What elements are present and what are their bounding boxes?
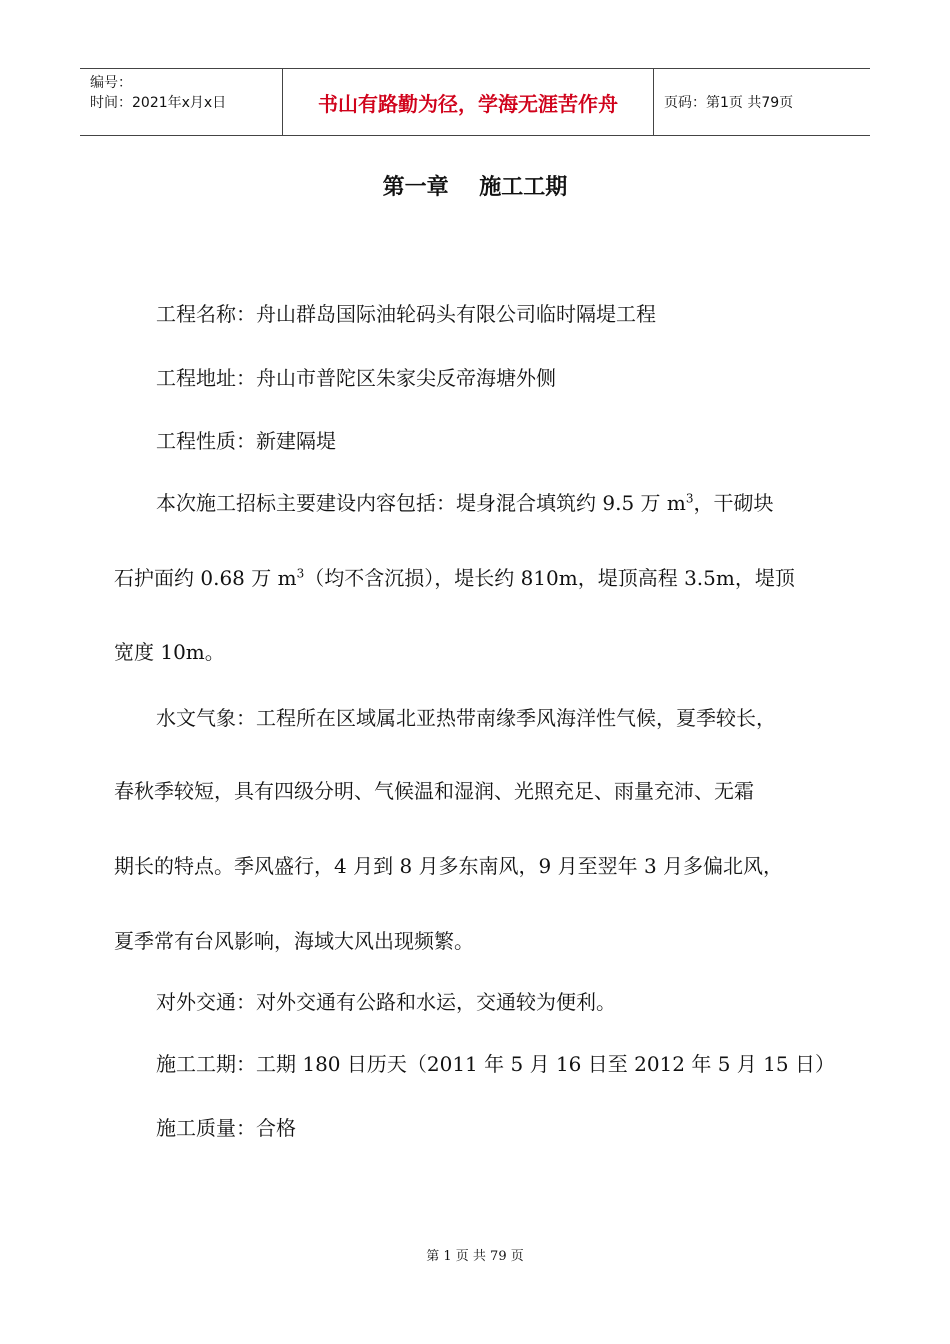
- scope-text-1: 本次施工招标主要建设内容包括：堤身混合填筑约 9.5 万 m: [156, 491, 686, 515]
- scope-line-2: [114, 562, 860, 591]
- document-number-label: 编号：: [90, 75, 132, 91]
- page-header: [80, 68, 870, 136]
- scope-line-1: [114, 487, 902, 516]
- header-motto: 书山有路勤为径，学海无涯苦作舟: [282, 69, 654, 135]
- superscript-3: 3: [685, 491, 694, 506]
- header-page-info: 页码：第1页 共79页: [664, 95, 794, 111]
- construction-period: 施工工期：工期 180 日历天（2011 年 5 月 16 日至 2012 年 5 月 15 日）: [156, 1052, 835, 1076]
- climate-line-3: 期长的特点。季风盛行，4 月到 8 月多东南风，9 月至翌年 3 月多偏北风，: [114, 854, 784, 878]
- header-meta: [80, 69, 282, 135]
- superscript-3: 3: [296, 566, 305, 581]
- scope-text-1b: ，干砌块: [693, 491, 774, 515]
- page-footer: 第 1 页 共 79 页: [426, 1249, 524, 1264]
- scope-text-2: 石护面约 0.68 万 m: [114, 566, 297, 590]
- project-name: 工程名称：舟山群岛国际油轮码头有限公司临时隔堤工程: [156, 302, 656, 326]
- construction-quality: 施工质量：合格: [156, 1116, 296, 1140]
- chapter-title: 第一章 施工工期: [382, 175, 568, 200]
- project-address: 工程地址：舟山市普陀区朱家尖反帝海塘外侧: [156, 366, 556, 390]
- transport: 对外交通：对外交通有公路和水运，交通较为便利。: [156, 990, 616, 1014]
- climate-line-2: 春秋季较短，具有四级分明、气候温和湿润、光照充足、雨量充沛、无霜: [114, 779, 754, 803]
- scope-text-2b: （均不含沉损），堤长约 810m，堤顶高程 3.5m，堤顶: [304, 566, 795, 590]
- climate-line-1: 水文气象：工程所在区域属北亚热带南缘季风海洋性气候，夏季较长，: [156, 706, 776, 730]
- scope-line-3: 宽度 10m。: [114, 640, 225, 664]
- document-time-label: 时间：2021年x月x日: [90, 95, 227, 111]
- project-nature: 工程性质：新建隔堤: [156, 429, 336, 453]
- climate-line-4: 夏季常有台风影响，海域大风出现频繁。: [114, 929, 474, 953]
